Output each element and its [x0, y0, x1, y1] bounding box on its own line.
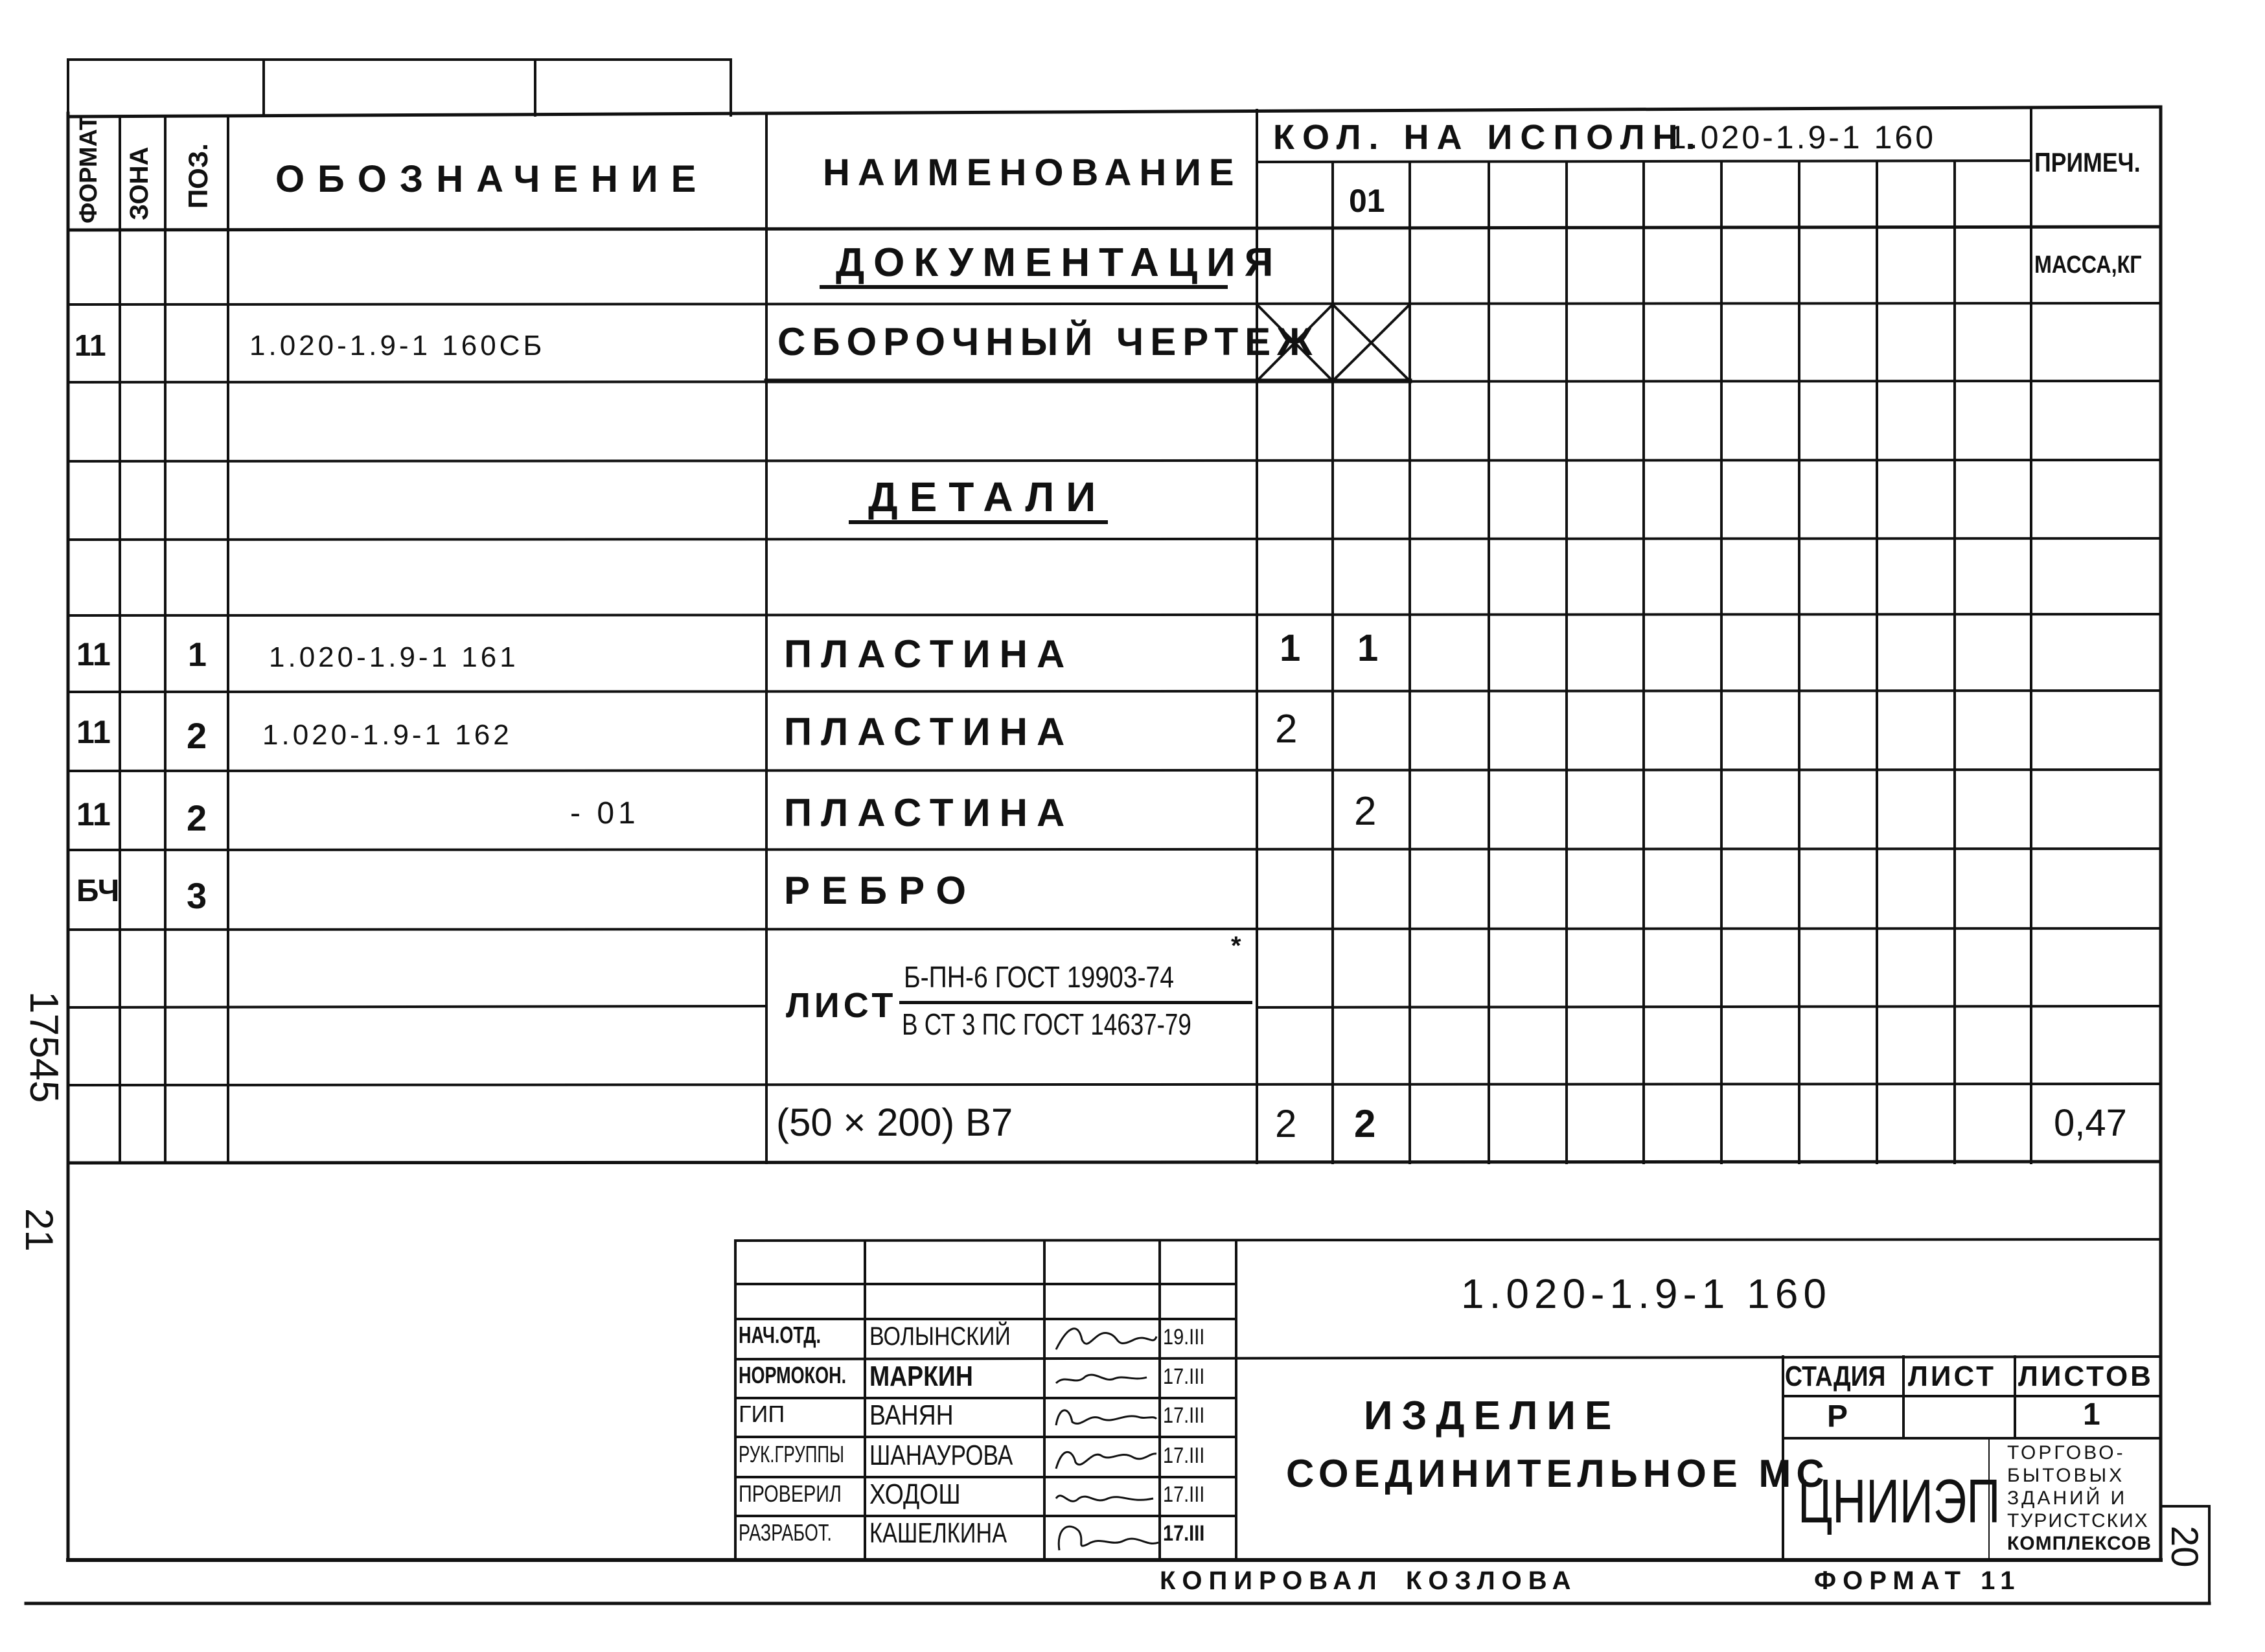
signature-name: ХОДОШ	[869, 1478, 961, 1510]
item-4-format: БЧ	[76, 874, 120, 908]
signature-date: 17.III	[1163, 1443, 1205, 1468]
signature-date: 17.III	[1163, 1482, 1205, 1507]
signature-role: НОРМОКОН.	[739, 1362, 847, 1388]
sheet-word: ЛИСТ	[786, 986, 897, 1025]
inventory-number: 17545	[21, 991, 66, 1103]
col-qty-title: КОЛ. НА ИСПОЛН.	[1273, 118, 1703, 157]
signature-mark	[1050, 1479, 1160, 1515]
col-qty-doc: 1.020-1.9-1 160	[1668, 119, 1937, 155]
signature-role: НАЧ.ОТД.	[739, 1322, 821, 1348]
col-qty-01: 01	[1349, 183, 1385, 219]
size-qty-1: 2	[1275, 1102, 1297, 1145]
product-title-line2: СОЕДИНИТЕЛЬНОЕ МС	[1286, 1452, 1830, 1495]
section-details: ДЕТАЛИ	[868, 474, 1108, 520]
organization-desc-2: БЫТОВЫХ	[2007, 1465, 2125, 1486]
signature-name: ВОЛЫНСКИЙ	[869, 1322, 1011, 1351]
section-documentation-underline	[820, 285, 1228, 289]
sheet-label: ЛИСТ	[1908, 1360, 1997, 1392]
assembly-designation: 1.020-1.9-1 160СБ	[249, 330, 546, 361]
footer-copier-name: КОЗЛОВА	[1406, 1566, 1578, 1595]
page-number-left: 21	[17, 1208, 61, 1252]
item-2-pos: 2	[187, 715, 207, 756]
stage-label: СТАДИЯ	[1785, 1360, 1886, 1392]
item-3-pos: 2	[187, 797, 207, 838]
item-3-designation: - 01	[570, 796, 639, 831]
document-code: 1.020-1.9-1 160	[1461, 1270, 1832, 1317]
item-2-designation: 1.020-1.9-1 162	[262, 719, 512, 751]
item-1-designation: 1.020-1.9-1 161	[269, 641, 519, 673]
section-documentation: ДОКУМЕНТАЦИЯ	[836, 240, 1283, 285]
signature-mark	[1050, 1360, 1160, 1396]
size-name: (50 × 200) В7	[776, 1101, 1013, 1144]
item-1-qty-1: 1	[1280, 627, 1301, 669]
col-format-header: ФОРМАТ	[75, 115, 102, 224]
item-3-qty-2: 2	[1354, 789, 1377, 834]
item-2-qty-1: 2	[1275, 707, 1298, 751]
signature-date: 17.III	[1163, 1403, 1205, 1428]
item-3-name: ПЛАСТИНА	[784, 791, 1074, 834]
signature-mark	[1050, 1320, 1160, 1356]
sheet-numerator: Б-ПН-6 ГОСТ 19903-74	[904, 960, 1174, 994]
footer-copied-label: КОПИРОВАЛ	[1160, 1566, 1383, 1595]
signature-role: РУК.ГРУППЫ	[739, 1441, 844, 1467]
signature-name: КАШЕЛКИНА	[869, 1517, 1007, 1549]
section-details-underline	[849, 520, 1108, 524]
signature-name: ВАНЯН	[869, 1399, 954, 1431]
signature-name: МАРКИН	[869, 1360, 973, 1392]
product-title-line1: ИЗДЕЛИЕ	[1364, 1394, 1621, 1438]
signature-date: 19.III	[1163, 1325, 1205, 1349]
page-number-right: 20	[2163, 1526, 2205, 1568]
organization-desc-1: ТОРГОВО-	[2007, 1442, 2126, 1463]
signature-mark	[1050, 1518, 1160, 1557]
footer-format: ФОРМАТ 11	[1814, 1566, 2021, 1595]
col-designation-header: ОБОЗНАЧЕНИЕ	[275, 158, 709, 200]
sheet-mark: *	[1231, 932, 1241, 960]
item-4-pos: 3	[187, 875, 207, 916]
stage-value: Р	[1827, 1399, 1848, 1434]
organization-desc-4: ТУРИСТСКИХ	[2007, 1510, 2149, 1532]
organization-desc-5: КОМПЛЕКСОВ	[2007, 1533, 2152, 1554]
signature-role: ГИП	[739, 1401, 785, 1427]
item-1-format: 11	[76, 636, 111, 672]
size-qty-2: 2	[1354, 1102, 1376, 1145]
signature-date: 17.III	[1163, 1521, 1205, 1546]
item-2-format: 11	[76, 714, 111, 750]
mass-label: МАССА,КГ	[2034, 251, 2142, 279]
size-mass: 0,47	[2054, 1102, 2127, 1144]
item-2-name: ПЛАСТИНА	[784, 710, 1074, 753]
signature-mark	[1050, 1440, 1160, 1475]
item-1-name: ПЛАСТИНА	[784, 632, 1074, 676]
item-4-name: РЕБРО	[784, 869, 978, 912]
col-zone-header: ЗОНА	[125, 146, 154, 220]
col-name-header: НАИМЕНОВАНИЕ	[823, 152, 1242, 194]
sheets-value: 1	[2083, 1397, 2100, 1432]
signature-role: РАЗРАБОТ.	[739, 1519, 832, 1546]
assembly-name: СБОРОЧНЫЙ ЧЕРТЕЖ	[777, 320, 1319, 363]
sheets-label: ЛИСТОВ	[2018, 1360, 2154, 1392]
sheet-fraction-bar	[899, 1001, 1252, 1004]
sheet-denominator: В СТ 3 ПС ГОСТ 14637-79	[902, 1007, 1191, 1041]
col-note-header: ПРИМЕЧ.	[2034, 147, 2141, 178]
signature-mark	[1050, 1399, 1160, 1435]
signature-role: ПРОВЕРИЛ	[739, 1480, 842, 1507]
col-pos-header: ПОЗ.	[183, 143, 213, 209]
item-1-pos: 1	[188, 636, 207, 674]
assembly-format: 11	[75, 328, 106, 362]
item-3-format: 11	[76, 796, 111, 832]
organization-name: ЦНИИЭП	[1798, 1467, 2001, 1536]
signature-name: ШАНАУРОВА	[869, 1440, 1013, 1471]
signature-date: 17.III	[1163, 1364, 1205, 1389]
item-1-qty-2: 1	[1357, 627, 1379, 669]
organization-desc-3: ЗДАНИЙ И	[2007, 1487, 2128, 1509]
